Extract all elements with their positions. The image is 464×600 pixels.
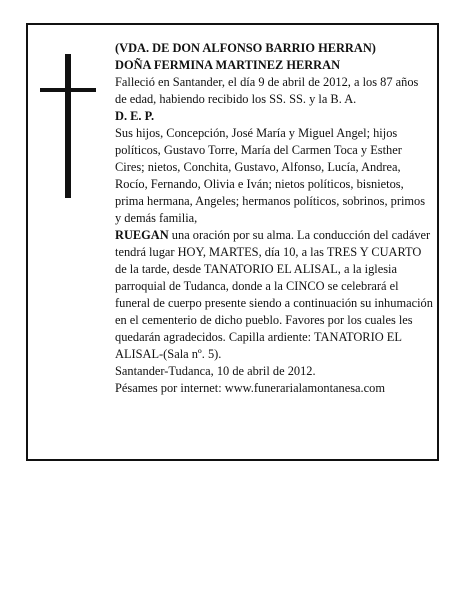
death-info: Falleció en Santander, el día 9 de abril de 2012, a los 87 años de edad, habiendo recibido los SS. SS. y la B. A.: [115, 75, 419, 106]
dep-line: D. E. P.: [115, 109, 155, 123]
condolences-line: Pésames por internet: www.funerarialamontanesa.com: [115, 381, 385, 395]
family-list: Sus hijos, Concepción, José María y Miguel Angel; hijos políticos, Gustavo Torre, María del Carmen Toca y Esther Cires; nietos, Conchita, Gustavo, Alfonso, Lucía, Andrea, Rocío, Fernando, Olivia e Iván; nietos políticos, bisnietos, prima hermana, Angeles; hermanos políticos, sobrinos, primos y demás familia,: [115, 126, 426, 225]
ruegan-paragraph: [115, 227, 433, 363]
obituary-notice: [26, 23, 439, 461]
header-line-widow: (VDA. DE DON ALFONSO BARRIO HERRAN): [115, 41, 376, 55]
ruegan-label: RUEGAN: [115, 228, 169, 242]
cross-icon: [40, 54, 94, 198]
deceased-name: DOÑA FERMINA MARTINEZ HERRAN: [115, 58, 341, 72]
place-date: Santander-Tudanca, 10 de abril de 2012.: [115, 364, 316, 378]
notice-text: [115, 40, 433, 397]
ruegan-text: una oración por su alma. La conducción del cadáver tendrá lugar HOY, MARTES, día 10, a las TRES Y CUARTO de la tarde, desde TANATORIO EL ALISAL, a la iglesia parroquial de Tudanca, donde a la CINCO se celebrará el funeral de cuerpo presente siendo a continuación su inhumación en el cementerio de dicho pueblo. Favores por los cuales les quedarán agradecidos. Capilla ardiente: TANATORIO EL ALISAL-(Sala nº. 5).: [115, 228, 433, 361]
